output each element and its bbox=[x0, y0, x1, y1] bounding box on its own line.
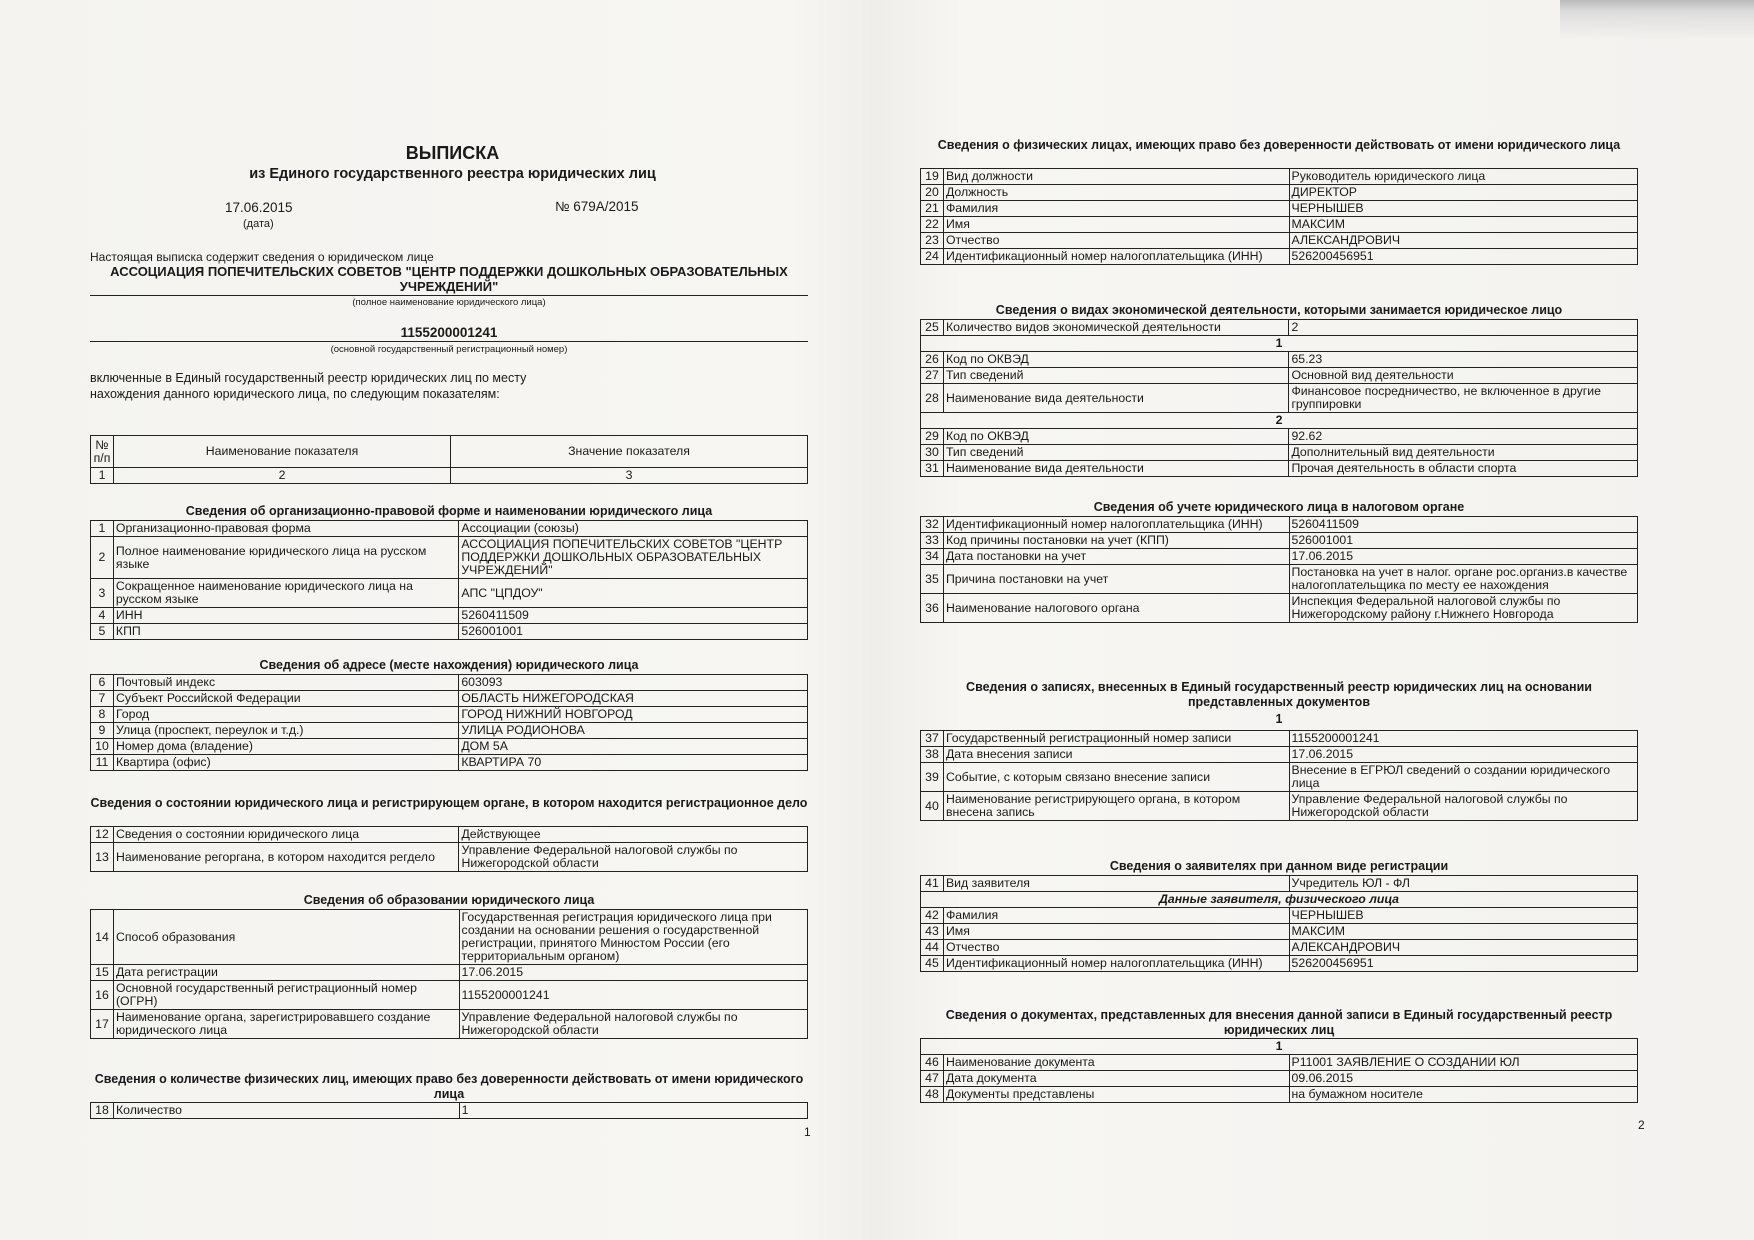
table-row bbox=[921, 413, 1638, 429]
indicator-value: УЛИЦА РОДИОНОВА bbox=[459, 723, 808, 739]
indicator-name: Идентификационный номер налогоплательщика (ИНН) bbox=[943, 517, 1289, 533]
indicator-name: Дата документа bbox=[943, 1071, 1289, 1087]
header-col-1: 1 bbox=[91, 468, 114, 484]
indicator-name: Отчество bbox=[943, 233, 1289, 249]
section-title: Сведения о количестве физических лиц, имеющих право без доверенности действовать от имени юридического лица bbox=[94, 1072, 804, 1101]
table-row bbox=[91, 843, 808, 872]
table-row bbox=[921, 384, 1638, 413]
indicator-name: Причина постановки на учет bbox=[943, 565, 1289, 594]
table-row bbox=[921, 1055, 1638, 1071]
section-table bbox=[920, 1038, 1638, 1103]
section-table bbox=[920, 319, 1638, 477]
row-number: 44 bbox=[921, 940, 944, 956]
table-row bbox=[921, 1039, 1638, 1055]
table-row bbox=[921, 940, 1638, 956]
row-number: 36 bbox=[921, 594, 944, 623]
row-number: 10 bbox=[91, 739, 114, 755]
row-number: 38 bbox=[921, 747, 944, 763]
indicator-value: Руководитель юридического лица bbox=[1289, 169, 1637, 185]
table-row bbox=[921, 876, 1638, 892]
row-number: 19 bbox=[921, 169, 944, 185]
table-row bbox=[921, 217, 1638, 233]
indicator-value: ЧЕРНЫШЕВ bbox=[1289, 908, 1637, 924]
subheader: Данные заявителя, физического лица bbox=[921, 892, 1638, 908]
table-row bbox=[921, 1071, 1638, 1087]
table-row bbox=[921, 461, 1638, 477]
row-number: 23 bbox=[921, 233, 944, 249]
table-row bbox=[91, 579, 808, 608]
indicator-name: Код по ОКВЭД bbox=[943, 429, 1288, 445]
indicator-value: 1155200001241 bbox=[459, 981, 807, 1010]
indicator-name: Наименование регоргана, в котором находится регдело bbox=[113, 843, 459, 872]
row-number: 24 bbox=[921, 249, 944, 265]
scan-shadow bbox=[1560, 0, 1754, 40]
indicator-name: Номер дома (владение) bbox=[113, 739, 458, 755]
indicator-name: Вид заявителя bbox=[943, 876, 1289, 892]
table-row bbox=[921, 233, 1638, 249]
table-row bbox=[91, 608, 808, 624]
indicator-value: 17.06.2015 bbox=[1289, 549, 1638, 565]
table-row bbox=[921, 763, 1638, 792]
row-number: 40 bbox=[921, 792, 944, 821]
table-row bbox=[921, 169, 1638, 185]
indicator-name: Улица (проспект, переулок и т.д.) bbox=[113, 723, 458, 739]
row-number: 4 bbox=[91, 608, 114, 624]
row-number: 21 bbox=[921, 201, 944, 217]
indicator-value: Государственная регистрация юридического лица при создании на основании решения о государственной регистрации, принятого Минюстом России (его территориальным органом) bbox=[459, 910, 807, 965]
row-number: 45 bbox=[921, 956, 944, 972]
indicator-value: Дополнительный вид деятельности bbox=[1289, 445, 1638, 461]
indicator-value: 603093 bbox=[459, 675, 808, 691]
row-number: 2 bbox=[91, 537, 114, 579]
table-row bbox=[921, 731, 1638, 747]
indicator-value: Действующее bbox=[459, 827, 808, 843]
group-number: 1 bbox=[921, 1039, 1638, 1055]
table-row bbox=[91, 965, 808, 981]
group-number: 1 bbox=[1275, 712, 1283, 726]
page-number: 2 bbox=[1638, 1118, 1645, 1132]
indicator-value: 526200456951 bbox=[1289, 956, 1637, 972]
indicator-value: Финансовое посредничество, не включенное в другие группировки bbox=[1289, 384, 1638, 413]
indicator-value: 5260411509 bbox=[459, 608, 808, 624]
section-title: Сведения о физических лицах, имеющих право без доверенности действовать от имени юридического лица bbox=[937, 138, 1621, 152]
section-table bbox=[920, 730, 1638, 821]
indicator-name: Город bbox=[113, 707, 458, 723]
row-number: 22 bbox=[921, 217, 944, 233]
indicator-name: Имя bbox=[943, 924, 1289, 940]
indicator-name: Наименование вида деятельности bbox=[943, 461, 1288, 477]
row-number: 26 bbox=[921, 352, 944, 368]
indicator-value: Р11001 ЗАЯВЛЕНИЕ О СОЗДАНИИ ЮЛ bbox=[1289, 1055, 1638, 1071]
indicator-value: Управление Федеральной налоговой службы по Нижегородской области bbox=[459, 843, 808, 872]
row-number: 1 bbox=[91, 521, 114, 537]
indicator-name: Фамилия bbox=[943, 201, 1289, 217]
indicator-name: Код причины постановки на учет (КПП) bbox=[943, 533, 1289, 549]
row-number: 27 bbox=[921, 368, 944, 384]
table-row bbox=[921, 352, 1638, 368]
indicator-value: Инспекция Федеральной налоговой службы по Нижегородскому району г.Нижнего Новгорода bbox=[1289, 594, 1638, 623]
indicator-value: МАКСИМ bbox=[1289, 924, 1637, 940]
section-title: Сведения об организационно-правовой форме и наименовании юридического лица bbox=[185, 504, 713, 518]
indicator-name: Основной государственный регистрационный номер (ОГРН) bbox=[113, 981, 459, 1010]
row-number: 15 bbox=[91, 965, 114, 981]
row-number: 34 bbox=[921, 549, 944, 565]
org-full-name: АССОЦИАЦИЯ ПОПЕЧИТЕЛЬСКИХ СОВЕТОВ "ЦЕНТР ПОДДЕРЖКИ ДОШКОЛЬНЫХ ОБРАЗОВАТЕЛЬНЫХ УЧРЕЖДЕНИЙ" bbox=[90, 264, 808, 296]
indicator-value: ОБЛАСТЬ НИЖЕГОРОДСКАЯ bbox=[459, 691, 808, 707]
table-row bbox=[921, 892, 1638, 908]
table-row bbox=[921, 336, 1638, 352]
indicator-value: КВАРТИРА 70 bbox=[459, 755, 808, 771]
org-name-caption: (полное наименование юридического лица) bbox=[352, 297, 546, 308]
table-row bbox=[91, 624, 808, 640]
row-number: 33 bbox=[921, 533, 944, 549]
row-number: 28 bbox=[921, 384, 944, 413]
indicator-name: Событие, с которым связано внесение записи bbox=[943, 763, 1289, 792]
indicator-name: Квартира (офис) bbox=[113, 755, 458, 771]
row-number: 13 bbox=[91, 843, 114, 872]
table-row bbox=[921, 565, 1638, 594]
indicator-value: 526001001 bbox=[1289, 533, 1638, 549]
indicator-name: ИНН bbox=[113, 608, 458, 624]
table-row bbox=[91, 707, 808, 723]
row-number: 5 bbox=[91, 624, 114, 640]
section-table bbox=[90, 520, 808, 640]
row-number: 41 bbox=[921, 876, 944, 892]
indicator-value: Управление Федеральной налоговой службы по Нижегородской области bbox=[459, 1010, 807, 1039]
row-number: 17 bbox=[91, 1010, 114, 1039]
indicator-name: Вид должности bbox=[943, 169, 1289, 185]
table-row bbox=[921, 792, 1638, 821]
section-title: Сведения об учете юридического лица в налоговом органе bbox=[1093, 500, 1465, 514]
table-row bbox=[91, 755, 808, 771]
section-table bbox=[920, 516, 1638, 623]
table-row bbox=[91, 521, 808, 537]
indicator-name: Организационно-правовая форма bbox=[113, 521, 458, 537]
indicator-value: 65.23 bbox=[1289, 352, 1638, 368]
table-row bbox=[91, 691, 808, 707]
indicator-name: Сокращенное наименование юридического лица на русском языке bbox=[113, 579, 458, 608]
indicator-value: 526200456951 bbox=[1289, 249, 1637, 265]
extract-date: 17.06.2015 bbox=[225, 200, 293, 215]
indicator-name: Полное наименование юридического лица на русском языке bbox=[113, 537, 458, 579]
row-number: 29 bbox=[921, 429, 944, 445]
row-number: 3 bbox=[91, 579, 114, 608]
indicator-name: Наименование налогового органа bbox=[943, 594, 1289, 623]
indicator-value: 2 bbox=[1289, 320, 1638, 336]
header-col-3: 3 bbox=[451, 468, 808, 484]
indicator-name: Сведения о состоянии юридического лица bbox=[113, 827, 459, 843]
section-title: Сведения о документах, представленных для внесения данной записи в Единый государственный реестр юридических лиц bbox=[945, 1008, 1613, 1037]
header-table bbox=[90, 435, 808, 484]
indicator-name: Идентификационный номер налогоплательщика (ИНН) bbox=[943, 956, 1289, 972]
table-row bbox=[921, 517, 1638, 533]
row-number: 7 bbox=[91, 691, 114, 707]
document-subtitle: из Единого государственного реестра юридических лиц bbox=[249, 166, 656, 182]
indicator-value: АССОЦИАЦИЯ ПОПЕЧИТЕЛЬСКИХ СОВЕТОВ "ЦЕНТР ПОДДЕРЖКИ ДОШКОЛЬНЫХ ОБРАЗОВАТЕЛЬНЫХ УЧРЕЖДЕНИЙ" bbox=[459, 537, 808, 579]
indicator-value: ДОМ 5А bbox=[459, 739, 808, 755]
section-title: Сведения о видах экономической деятельности, которыми занимается юридическое лицо bbox=[995, 303, 1563, 317]
indicator-name: Идентификационный номер налогоплательщика (ИНН) bbox=[943, 249, 1289, 265]
section-table bbox=[90, 674, 808, 771]
row-number: 35 bbox=[921, 565, 944, 594]
table-row bbox=[91, 723, 808, 739]
indicator-name: Наименование органа, зарегистрировавшего создание юридического лица bbox=[113, 1010, 459, 1039]
section-table bbox=[90, 826, 808, 872]
indicator-value: Основной вид деятельности bbox=[1289, 368, 1638, 384]
header-value: Значение показателя bbox=[451, 436, 808, 468]
section-table bbox=[920, 875, 1638, 972]
indicator-value: Постановка на учет в налог. органе рос.организ.в качестве налогоплательщика по месту ее нахождения bbox=[1289, 565, 1638, 594]
indicator-value: 17.06.2015 bbox=[459, 965, 807, 981]
indicator-value: Внесение в ЕГРЮЛ сведений о создании юридического лица bbox=[1289, 763, 1637, 792]
extract-number: № 679А/2015 bbox=[555, 199, 639, 214]
page-number: 1 bbox=[804, 1125, 811, 1139]
indicator-value: Прочая деятельность в области спорта bbox=[1289, 461, 1638, 477]
indicator-name: Дата постановки на учет bbox=[943, 549, 1289, 565]
row-number: 18 bbox=[91, 1103, 114, 1119]
included-text bbox=[90, 370, 590, 402]
row-number: 14 bbox=[91, 910, 114, 965]
section-table bbox=[90, 1102, 808, 1119]
table-row bbox=[91, 981, 808, 1010]
indicator-name: Дата регистрации bbox=[113, 965, 459, 981]
section-title: Сведения о записях, внесенных в Единый государственный реестр юридических лиц на основании представленных документов bbox=[966, 680, 1592, 709]
table-row bbox=[91, 1103, 808, 1119]
section-title: Сведения о состоянии юридического лица и регистрирующем органе, в котором находится регистрационное дело bbox=[90, 796, 808, 810]
table-row bbox=[921, 320, 1638, 336]
table-row bbox=[921, 445, 1638, 461]
indicator-value: Учредитель ЮЛ - ФЛ bbox=[1289, 876, 1637, 892]
indicator-name: Наименование вида деятельности bbox=[943, 384, 1288, 413]
row-number: 43 bbox=[921, 924, 944, 940]
indicator-name: Тип сведений bbox=[943, 445, 1288, 461]
indicator-value: на бумажном носителе bbox=[1289, 1087, 1638, 1103]
indicator-value: ГОРОД НИЖНИЙ НОВГОРОД bbox=[459, 707, 808, 723]
ogrn-caption: (основной государственный регистрационный номер) bbox=[330, 344, 568, 355]
included-line-2: нахождения данного юридического лица, по следующим показателям: bbox=[90, 387, 500, 401]
document-title: ВЫПИСКА bbox=[405, 143, 500, 163]
table-row bbox=[921, 924, 1638, 940]
indicator-value: 5260411509 bbox=[1289, 517, 1638, 533]
indicator-name: Количество видов экономической деятельности bbox=[943, 320, 1288, 336]
section-table bbox=[90, 909, 808, 1039]
row-number: 20 bbox=[921, 185, 944, 201]
indicator-name: Фамилия bbox=[943, 908, 1289, 924]
table-row bbox=[921, 594, 1638, 623]
table-row bbox=[921, 956, 1638, 972]
intro-text: Настоящая выписка содержит сведения о юридическом лице bbox=[90, 250, 434, 264]
indicator-name: Количество bbox=[113, 1103, 459, 1119]
section-title: Сведения о заявителях при данном виде регистрации bbox=[1109, 859, 1449, 873]
row-number: 16 bbox=[91, 981, 114, 1010]
indicator-value: Управление Федеральной налоговой службы по Нижегородской области bbox=[1289, 792, 1637, 821]
group-number: 2 bbox=[921, 413, 1638, 429]
section-title: Сведения об адресе (месте нахождения) юридического лица bbox=[259, 658, 639, 672]
table-row bbox=[921, 747, 1638, 763]
row-number: 8 bbox=[91, 707, 114, 723]
section-title: Сведения об образовании юридического лица bbox=[303, 893, 595, 907]
table-row bbox=[91, 537, 808, 579]
table-row bbox=[91, 1010, 808, 1039]
indicator-name: Способ образования bbox=[113, 910, 459, 965]
indicator-name: Наименование регистрирующего органа, в котором внесена запись bbox=[943, 792, 1289, 821]
indicator-value: 92.62 bbox=[1289, 429, 1638, 445]
indicator-name: Тип сведений bbox=[943, 368, 1288, 384]
table-row bbox=[91, 910, 808, 965]
header-no: № п/п bbox=[91, 436, 114, 468]
table-row bbox=[921, 1087, 1638, 1103]
row-number: 31 bbox=[921, 461, 944, 477]
table-row bbox=[921, 201, 1638, 217]
header-name: Наименование показателя bbox=[114, 436, 451, 468]
group-number: 1 bbox=[921, 336, 1638, 352]
indicator-name: Должность bbox=[943, 185, 1289, 201]
included-line-1: включенные в Единый государственный реестр юридических лиц по месту bbox=[90, 371, 527, 385]
indicator-value: 17.06.2015 bbox=[1289, 747, 1637, 763]
table-row bbox=[921, 368, 1638, 384]
row-number: 39 bbox=[921, 763, 944, 792]
row-number: 12 bbox=[91, 827, 114, 843]
indicator-name: КПП bbox=[113, 624, 458, 640]
indicator-name: Почтовый индекс bbox=[113, 675, 458, 691]
indicator-name: Имя bbox=[943, 217, 1289, 233]
indicator-name: Государственный регистрационный номер записи bbox=[943, 731, 1289, 747]
indicator-name: Документы представлены bbox=[943, 1087, 1289, 1103]
indicator-name: Код по ОКВЭД bbox=[943, 352, 1288, 368]
indicator-value: ЧЕРНЫШЕВ bbox=[1289, 201, 1637, 217]
indicator-name: Наименование документа bbox=[943, 1055, 1289, 1071]
table-row bbox=[921, 908, 1638, 924]
indicator-value: Ассоциации (союзы) bbox=[459, 521, 808, 537]
table-row bbox=[921, 533, 1638, 549]
table-row bbox=[91, 739, 808, 755]
section-table bbox=[920, 168, 1638, 265]
indicator-value: АЛЕКСАНДРОВИЧ bbox=[1289, 940, 1637, 956]
table-row bbox=[91, 827, 808, 843]
row-number: 11 bbox=[91, 755, 114, 771]
row-number: 32 bbox=[921, 517, 944, 533]
table-row bbox=[921, 429, 1638, 445]
row-number: 25 bbox=[921, 320, 944, 336]
row-number: 42 bbox=[921, 908, 944, 924]
indicator-name: Дата внесения записи bbox=[943, 747, 1289, 763]
indicator-value: 1 bbox=[459, 1103, 807, 1119]
row-number: 48 bbox=[921, 1087, 944, 1103]
indicator-name: Отчество bbox=[943, 940, 1289, 956]
indicator-value: МАКСИМ bbox=[1289, 217, 1637, 233]
indicator-value: АПС "ЦПДОУ" bbox=[459, 579, 808, 608]
indicator-value: 09.06.2015 bbox=[1289, 1071, 1638, 1087]
row-number: 30 bbox=[921, 445, 944, 461]
indicator-value: АЛЕКСАНДРОВИЧ bbox=[1289, 233, 1637, 249]
row-number: 37 bbox=[921, 731, 944, 747]
ogrn-value: 1155200001241 bbox=[90, 325, 808, 342]
row-number: 46 bbox=[921, 1055, 944, 1071]
row-number: 6 bbox=[91, 675, 114, 691]
row-number: 47 bbox=[921, 1071, 944, 1087]
table-row bbox=[921, 549, 1638, 565]
date-caption: (дата) bbox=[243, 218, 274, 230]
indicator-value: 526001001 bbox=[459, 624, 808, 640]
indicator-value: ДИРЕКТОР bbox=[1289, 185, 1637, 201]
header-col-2: 2 bbox=[114, 468, 451, 484]
row-number: 9 bbox=[91, 723, 114, 739]
table-row bbox=[91, 675, 808, 691]
table-row bbox=[921, 249, 1638, 265]
table-row bbox=[921, 185, 1638, 201]
indicator-name: Субъект Российской Федерации bbox=[113, 691, 458, 707]
indicator-value: 1155200001241 bbox=[1289, 731, 1637, 747]
